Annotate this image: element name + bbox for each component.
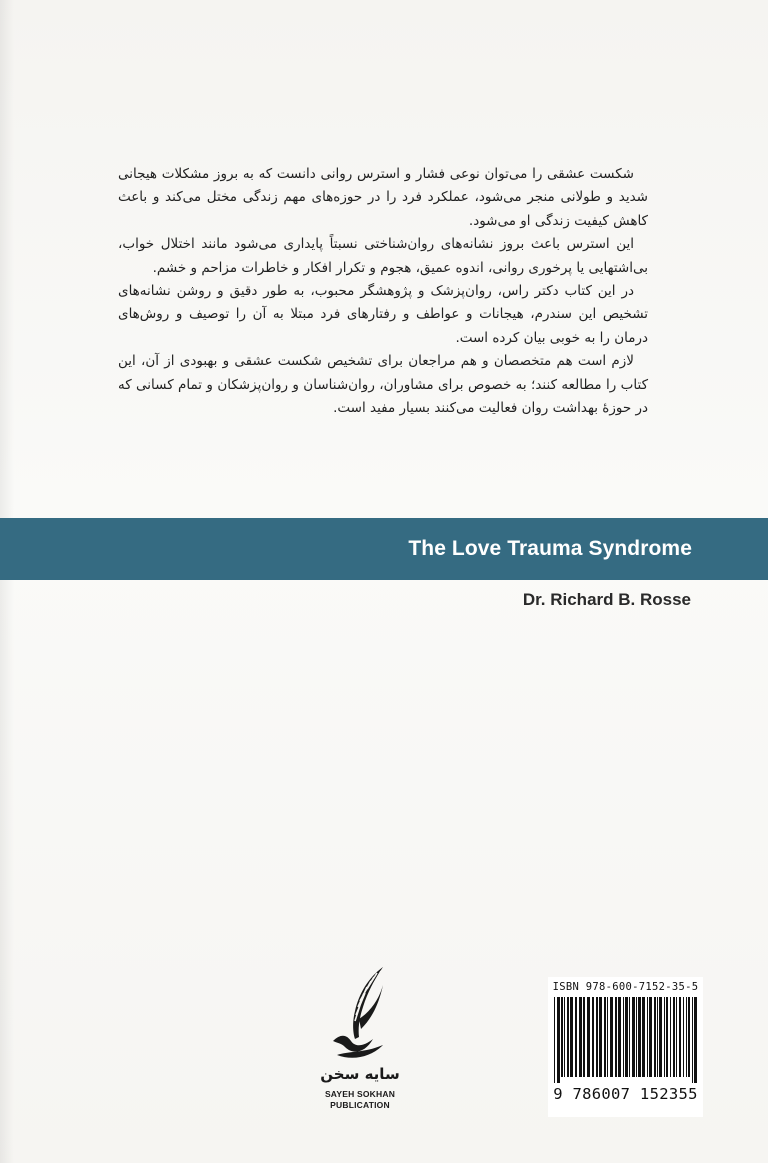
barcode-bar [654,997,656,1077]
barcode-bar [561,997,563,1077]
barcode-bar [575,997,577,1077]
barcode-bar [604,997,606,1077]
barcode-bar [688,997,690,1077]
barcode-bar [647,997,648,1077]
publisher-name-en-line2: PUBLICATION [330,1100,390,1110]
barcode-bar [629,997,630,1077]
barcode-bar [659,997,662,1077]
barcode-bar [587,997,590,1077]
blurb-paragraph-4: لازم است هم متخصصان و هم مراجعان برای تشخیص شکست عشقی و بهبودی از آن، این کتاب را مطالعه کنند؛ به خصوص برای مشاوران، روان‌شناسان و روان‌پزشکان و تمام کسانی که در حوزهٔ بهداشت روان فعالیت می‌کنند بسیار مفید است. [118,353,648,417]
barcode-bar [673,997,675,1077]
barcode-bar [592,997,594,1077]
barcode-bar [636,997,637,1077]
barcode-bar [638,997,641,1077]
barcode-bar [686,997,687,1077]
english-title: The Love Trauma Syndrome [408,537,692,560]
publisher-name-en-line1: SAYEH SOKHAN [324,1089,396,1099]
barcode-bar [649,997,652,1077]
barcode-bar [599,997,602,1077]
barcode-bar [642,997,645,1077]
barcode-bar [596,997,598,1077]
blurb-paragraph-3: در این کتاب دکتر راس، روان‌پزشک و پژوهشگر محبوب، به طور دقیق و روشن نشانه‌های تشخیص این سندرم، هیجانات و عواطف و رفتارهای فرد مبتلا به آن را توصیف و روش‌های درمان را به خوبی بیان کرده است. [118,283,648,346]
feather-logo-icon [325,963,395,1063]
blurb-paragraph-1: شکست عشقی را می‌توان نوعی فشار و استرس روانی دانست که به بروز مشکلات هیجانی شدید و طولانی منجر می‌شود، عملکرد فرد را در حوزه‌های مهم زندگی مختل می‌کند و باعث کاهش کیفیت زندگی او می‌شود. [118,166,648,229]
barcode-bar [579,997,582,1077]
barcode-bar [583,997,585,1077]
publisher-name-fa: سایه سخن [320,1065,400,1083]
barcode-bar [610,997,613,1077]
barcode-bar [625,997,628,1077]
barcode-bar [554,997,555,1083]
barcode-bar [676,997,677,1077]
isbn-barcode-block [548,977,703,1117]
barcode-digits: 9 786007 152355 [553,1085,698,1103]
barcode-bar [694,997,697,1083]
title-band [0,518,768,580]
isbn-label: ISBN 978-600-7152-35-5 [552,981,699,993]
barcode-icon [552,997,699,1083]
barcode-bar [615,997,617,1077]
barcode-bar [564,997,565,1077]
spine-shadow [0,0,14,1163]
blurb-text [118,163,648,420]
barcode-bar [623,997,624,1077]
barcode-bar [679,997,681,1077]
barcode-bar [618,997,621,1077]
barcode-bar [607,997,608,1077]
barcode-bar [692,997,693,1083]
barcode-bar [666,997,668,1077]
barcode-bar [567,997,569,1077]
barcode-bar [683,997,684,1077]
barcode-bar [670,997,671,1077]
blurb-paragraph-2: این استرس باعث بروز نشانه‌های روان‌شناختی نسبتاً پایداری می‌شود مانند اختلال خواب، بی‌اشتهایی یا پرخوری روانی، اندوه عمیق، هجوم و تکرار افکار و خاطرات مزاحم و خشم. [118,236,648,276]
barcode-bar [657,997,658,1077]
author-name: Dr. Richard B. Rosse [522,590,691,609]
barcode-bar [664,997,665,1077]
publisher-logo [295,963,425,1113]
barcode-bar [557,997,560,1083]
barcode-bar [570,997,573,1077]
barcode-bar [632,997,635,1077]
